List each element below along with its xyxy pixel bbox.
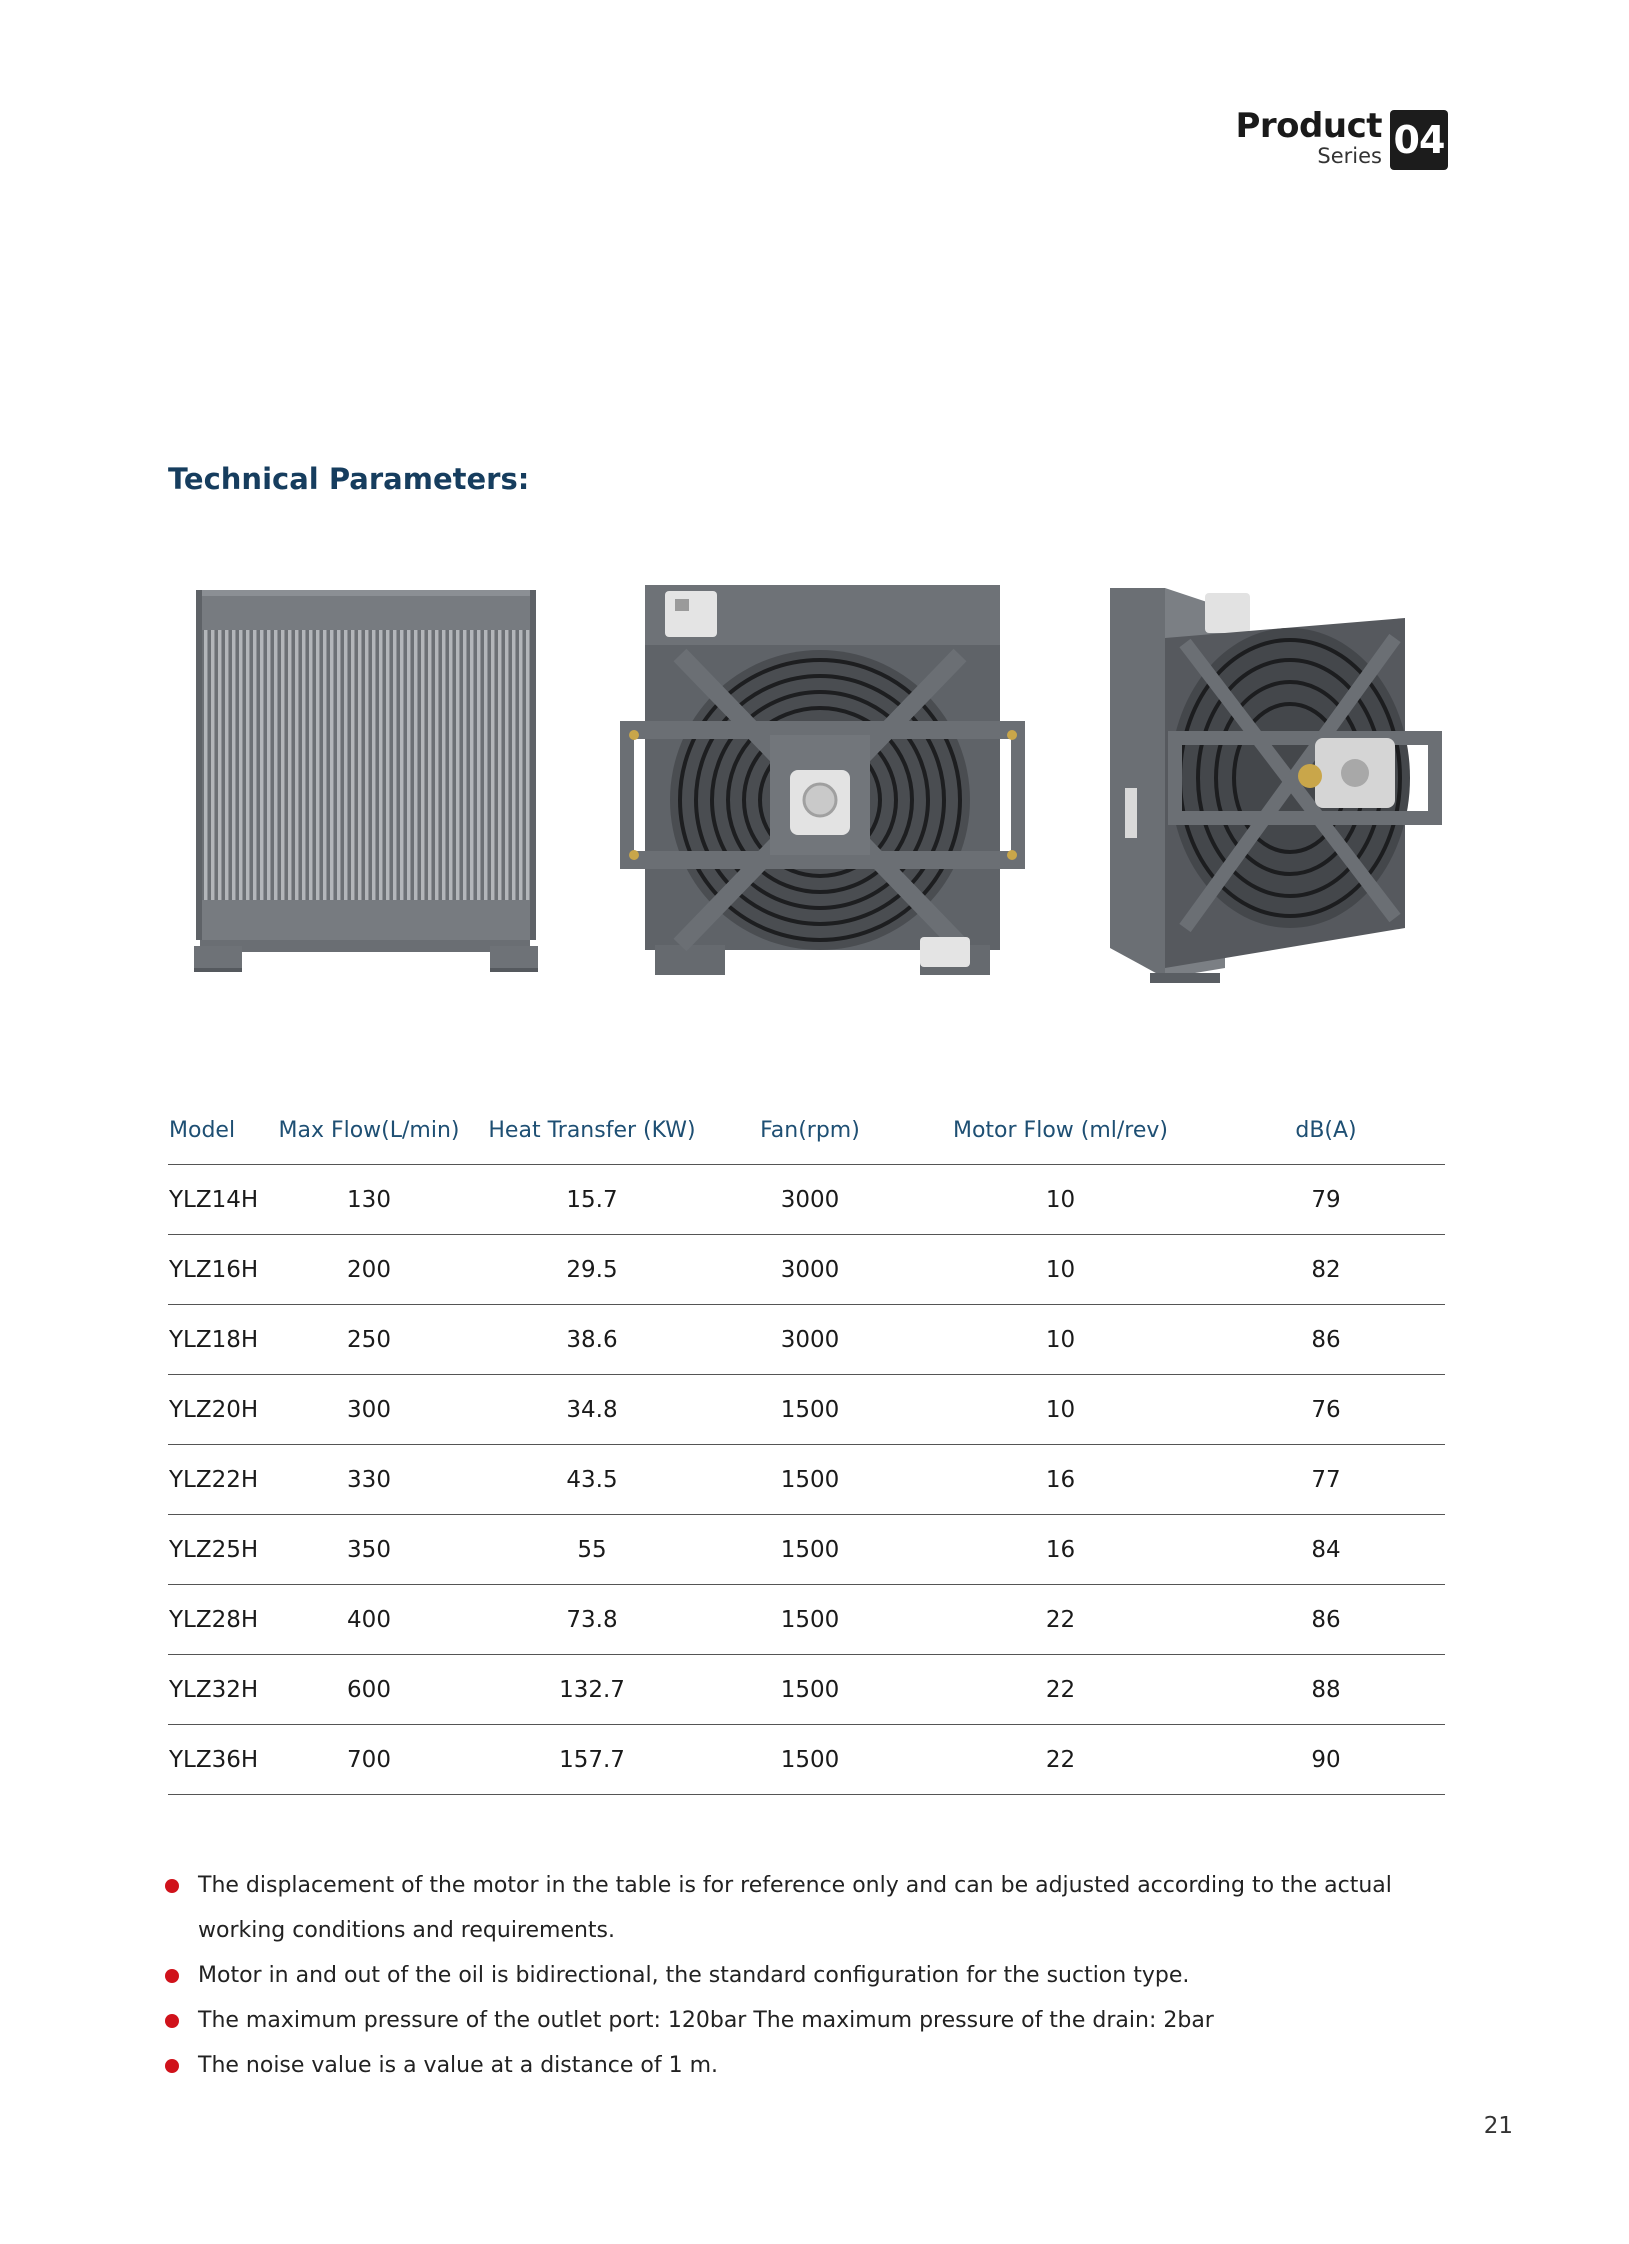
cell-db: 84 — [1207, 1515, 1445, 1585]
table-row — [168, 1585, 1445, 1655]
table-row — [168, 1235, 1445, 1305]
note-text: Motor in and out of the oil is bidirectional, the standard configuration for the suction type. — [198, 1963, 1190, 1988]
cell-fan-rpm: 1500 — [706, 1445, 914, 1515]
table-row — [168, 1445, 1445, 1515]
cell-motor-flow: 22 — [914, 1725, 1207, 1795]
cell-motor-flow: 10 — [914, 1375, 1207, 1445]
cell-heat-transfer: 55 — [478, 1515, 706, 1585]
col-header-db: dB(A) — [1207, 1096, 1445, 1165]
cell-max-flow: 400 — [260, 1585, 478, 1655]
col-header-heat-transfer: Heat Transfer (KW) — [478, 1096, 706, 1165]
cell-fan-rpm: 1500 — [706, 1725, 914, 1795]
cell-motor-flow: 22 — [914, 1655, 1207, 1725]
cell-max-flow: 300 — [260, 1375, 478, 1445]
radiator-core-image — [190, 590, 540, 980]
cell-db: 77 — [1207, 1445, 1445, 1515]
cell-db: 82 — [1207, 1235, 1445, 1305]
cell-heat-transfer: 29.5 — [478, 1235, 706, 1305]
cell-model: YLZ14H — [168, 1165, 260, 1235]
cell-heat-transfer: 38.6 — [478, 1305, 706, 1375]
cell-db: 88 — [1207, 1655, 1445, 1725]
cell-db: 90 — [1207, 1725, 1445, 1795]
note-text: The noise value is a value at a distance of 1 m. — [198, 2053, 719, 2078]
bullet-dot-icon — [165, 1879, 179, 1893]
bullet-dot-icon — [165, 1969, 179, 1983]
cell-heat-transfer: 34.8 — [478, 1375, 706, 1445]
cell-db: 79 — [1207, 1165, 1445, 1235]
cell-fan-rpm: 1500 — [706, 1655, 914, 1725]
cell-model: YLZ20H — [168, 1375, 260, 1445]
notes-list — [160, 1863, 1450, 2088]
cell-heat-transfer: 43.5 — [478, 1445, 706, 1515]
cell-heat-transfer: 132.7 — [478, 1655, 706, 1725]
cell-model: YLZ16H — [168, 1235, 260, 1305]
cell-max-flow: 330 — [260, 1445, 478, 1515]
cell-db: 86 — [1207, 1305, 1445, 1375]
cell-fan-rpm: 3000 — [706, 1165, 914, 1235]
cell-model: YLZ28H — [168, 1585, 260, 1655]
cell-max-flow: 700 — [260, 1725, 478, 1795]
note-item — [160, 1998, 1450, 2043]
cell-max-flow: 250 — [260, 1305, 478, 1375]
note-item — [160, 2043, 1450, 2088]
cell-motor-flow: 10 — [914, 1305, 1207, 1375]
technical-parameters-table — [168, 1096, 1445, 1795]
badge-title: Product — [1235, 106, 1382, 146]
table-row — [168, 1725, 1445, 1795]
table-row — [168, 1165, 1445, 1235]
badge-number: 04 — [1390, 110, 1448, 170]
bullet-dot-icon — [165, 2059, 179, 2073]
cell-model: YLZ32H — [168, 1655, 260, 1725]
table-header-row — [168, 1096, 1445, 1165]
cell-max-flow: 600 — [260, 1655, 478, 1725]
cell-max-flow: 130 — [260, 1165, 478, 1235]
cell-motor-flow: 16 — [914, 1445, 1207, 1515]
cell-model: YLZ22H — [168, 1445, 260, 1515]
cooler-fan-front-image — [620, 585, 1025, 980]
cell-motor-flow: 10 — [914, 1235, 1207, 1305]
cell-fan-rpm: 1500 — [706, 1515, 914, 1585]
table-row — [168, 1305, 1445, 1375]
col-header-motor-flow: Motor Flow (ml/rev) — [914, 1096, 1207, 1165]
cell-db: 76 — [1207, 1375, 1445, 1445]
section-title: Technical Parameters: — [168, 462, 530, 496]
badge-subtitle: Series — [1317, 144, 1382, 168]
col-header-model: Model — [168, 1096, 260, 1165]
product-series-badge — [1236, 108, 1449, 170]
note-item — [160, 1863, 1450, 1953]
cell-motor-flow: 16 — [914, 1515, 1207, 1585]
cell-db: 86 — [1207, 1585, 1445, 1655]
col-header-fan-rpm: Fan(rpm) — [706, 1096, 914, 1165]
cell-model: YLZ25H — [168, 1515, 260, 1585]
table-row — [168, 1375, 1445, 1445]
cell-fan-rpm: 3000 — [706, 1235, 914, 1305]
bullet-dot-icon — [165, 2014, 179, 2028]
badge-text — [1236, 108, 1383, 168]
cell-model: YLZ36H — [168, 1725, 260, 1795]
cell-fan-rpm: 1500 — [706, 1375, 914, 1445]
table-row — [168, 1655, 1445, 1725]
table-row — [168, 1515, 1445, 1585]
cell-fan-rpm: 3000 — [706, 1305, 914, 1375]
cell-motor-flow: 10 — [914, 1165, 1207, 1235]
cell-model: YLZ18H — [168, 1305, 260, 1375]
cell-motor-flow: 22 — [914, 1585, 1207, 1655]
cell-heat-transfer: 157.7 — [478, 1725, 706, 1795]
note-text: The displacement of the motor in the table is for reference only and can be adjusted according to the actual working conditions and requirements. — [198, 1873, 1392, 1943]
cell-max-flow: 200 — [260, 1235, 478, 1305]
cell-heat-transfer: 15.7 — [478, 1165, 706, 1235]
note-item — [160, 1953, 1450, 1998]
cell-fan-rpm: 1500 — [706, 1585, 914, 1655]
col-header-max-flow: Max Flow(L/min) — [260, 1096, 478, 1165]
cell-heat-transfer: 73.8 — [478, 1585, 706, 1655]
page-number: 21 — [1483, 2113, 1513, 2139]
cooler-side-image — [1105, 588, 1445, 988]
note-text: The maximum pressure of the outlet port: 120bar The maximum pressure of the drain: 2bar — [198, 2008, 1214, 2033]
cell-max-flow: 350 — [260, 1515, 478, 1585]
